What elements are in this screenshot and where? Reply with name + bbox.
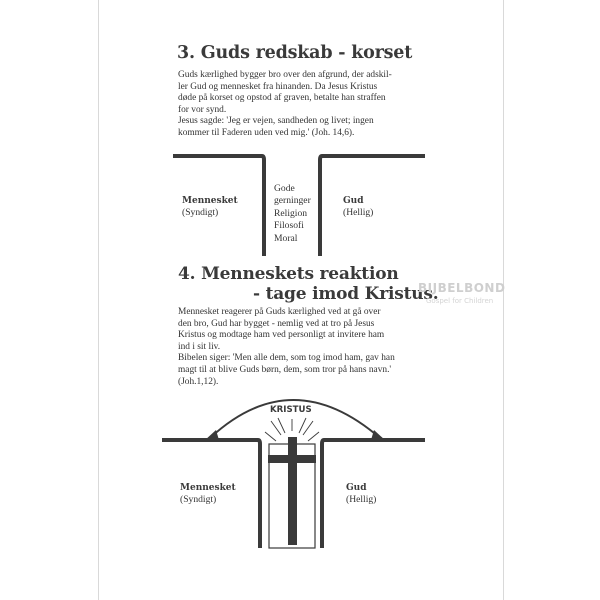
god-label <box>343 195 373 219</box>
text-line: magt til at blive Guds børn, dem, som tror på hans navn.' <box>178 364 392 375</box>
god-subtitle: (Hellig) <box>343 207 374 218</box>
text-line: Mennesket reagerer på Guds kærlighed ved at gå over <box>178 307 381 317</box>
god-title: Gud <box>343 196 364 206</box>
kristus-label: KRISTUS <box>270 405 312 415</box>
text-line: for vor synd. <box>178 104 227 115</box>
god-label-2 <box>346 482 376 506</box>
human-subtitle-2: (Syndigt) <box>180 494 217 505</box>
human-label <box>182 195 238 219</box>
human-title: Mennesket <box>182 196 238 206</box>
god-subtitle-2: (Hellig) <box>346 494 377 505</box>
section-3-heading: 3. Guds redskab - korset <box>177 43 413 63</box>
cross-vertical <box>288 437 297 545</box>
gap-item: Gode <box>274 183 295 194</box>
god-title-2: Gud <box>346 483 367 493</box>
section-3-paragraph <box>178 70 392 140</box>
text-line: Kristus og modtage ham ved personligt at invitere ham <box>178 330 385 341</box>
cross-horizontal <box>268 455 316 463</box>
text-line: den bro, Gud har bygget - nemlig ved at tro på Jesus <box>178 318 375 329</box>
human-label-2 <box>180 482 236 506</box>
watermark-tagline: Gospel for Children <box>426 297 494 305</box>
text-line: Guds kærlighed bygger bro over den afgrund, der adskil- <box>178 70 392 80</box>
gap-item: gerninger <box>274 195 311 207</box>
text-line: Jesus sagde: 'Jeg er vejen, sandheden og livet; ingen <box>178 116 374 127</box>
text-line: Bibelen siger: 'Men alle dem, som tog imod ham, gav han <box>178 353 395 364</box>
text-line: (Joh.1,12). <box>178 376 219 387</box>
watermark-brand: BIJBELBOND <box>418 281 506 295</box>
text-line: ind i sit liv. <box>178 341 221 352</box>
section-4-heading-line1: 4. Menneskets reaktion <box>178 264 399 284</box>
gap-item: Moral <box>274 232 298 244</box>
text-line: døde på korset og opstod af graven, betalte han straffen <box>178 93 386 104</box>
section-4-heading-line2: - tage imod Kristus. <box>253 284 439 304</box>
section-4-paragraph <box>178 307 395 388</box>
gap-item: Filosofi <box>274 220 304 232</box>
cross-diagram <box>162 400 425 548</box>
text-line: ler Gud og mennesket fra hinanden. Da Jesus Kristus <box>178 81 378 92</box>
gap-list <box>274 183 311 245</box>
text-line: kommer til Faderen uden ved mig.' (Joh. 14,6). <box>178 127 355 138</box>
human-subtitle: (Syndigt) <box>182 207 219 218</box>
gap-item: Religion <box>274 207 308 219</box>
human-title-2: Mennesket <box>180 483 236 493</box>
